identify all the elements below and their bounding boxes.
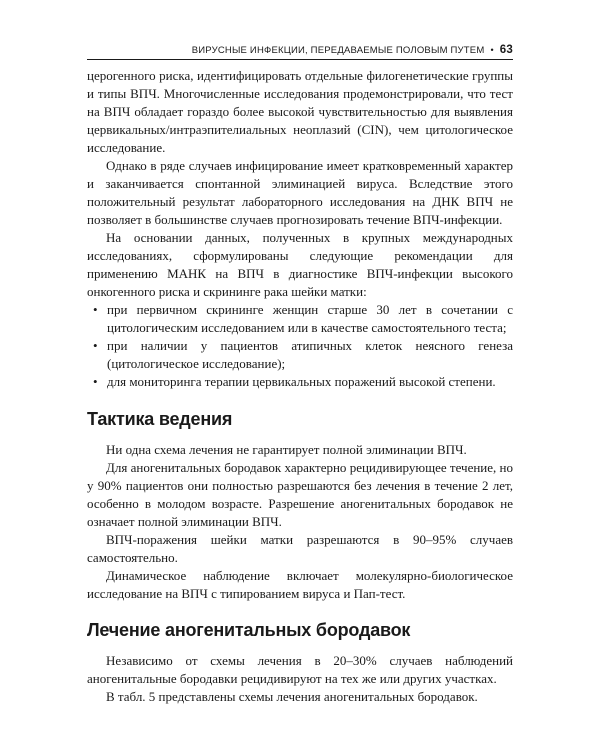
list-item	[87, 373, 513, 391]
paragraph: На основании данных, полученных в крупных международных исследованиях, сформулированы следующие рекомендации для применению МАНК на ВПЧ в диагностике ВПЧ-инфекции высокого онкогенного риска и скрининге рака шейки матки:	[87, 230, 513, 299]
page-body	[87, 67, 513, 706]
section-heading-tactics: Тактика ведения	[87, 409, 233, 429]
paragraph: ВПЧ-поражения шейки матки разрешаются в 90–95% случаев самостоятельно.	[87, 532, 513, 565]
page-number: 63	[499, 44, 513, 56]
header-rule	[87, 59, 513, 60]
list-item-text: для мониторинга терапии цервикальных поражений высокой степени.	[107, 374, 496, 389]
paragraph: В табл. 5 представлены схемы лечения аногенитальных бородавок.	[106, 689, 478, 704]
list-item	[87, 301, 513, 337]
recommendation-list	[87, 301, 513, 391]
paragraph: Однако в ряде случаев инфицирование имеет кратковременный характер и заканчивается спонтанной элиминацией вируса. Вследствие этого положительный результат лабораторного исследования на ДНК ВПЧ не позволяет в большинстве случаев прогнозировать течение ВПЧ-инфекции.	[87, 158, 513, 227]
list-item-text: при наличии у пациентов атипичных клеток неясного генеза (цитологическое исследование);	[107, 338, 513, 371]
header-bullet: •	[490, 45, 494, 55]
bullet-icon: •	[93, 338, 98, 353]
paragraph: церогенного риска, идентифицировать отдельные филогенетические группы и типы ВПЧ. Многочисленные исследования продемонстрировали, что тест на ВПЧ обладает гораздо более высокой чувствительностью для выявления цервикальных/интраэпителиальных неоплазий (CIN), чем цитологическое исследование.	[87, 68, 513, 155]
bullet-icon: •	[93, 302, 98, 317]
paragraph: Для аногенитальных бородавок характерно рецидивирующее течение, но у 90% пациентов они полностью разрешаются без лечения в течение 2 лет, особенно в молодом возрасте. Разрешение аногенитальных бородавок не означает полной элиминации ВПЧ.	[87, 460, 513, 529]
section-heading-treatment: Лечение аногенитальных бородавок	[87, 620, 411, 640]
paragraph: Независимо от схемы лечения в 20–30% случаев наблюдений аногенитальные бородавки рецидивируют на тех же или других участках.	[87, 653, 513, 686]
paragraph: Ни одна схема лечения не гарантирует полной элиминации ВПЧ.	[106, 442, 467, 457]
list-item	[87, 337, 513, 373]
running-header	[87, 44, 513, 56]
bullet-icon: •	[93, 374, 98, 389]
list-item-text: при первичном скрининге женщин старше 30 лет в сочетании с цитологическим исследованием или в качестве самостоятельного теста;	[107, 302, 513, 335]
running-title: ВИРУСНЫЕ ИНФЕКЦИИ, ПЕРЕДАВАЕМЫЕ ПОЛОВЫМ ПУТЕМ	[191, 45, 485, 56]
paragraph: Динамическое наблюдение включает молекулярно-биологическое исследование на ВПЧ с типированием вируса и Пап-тест.	[87, 568, 513, 601]
